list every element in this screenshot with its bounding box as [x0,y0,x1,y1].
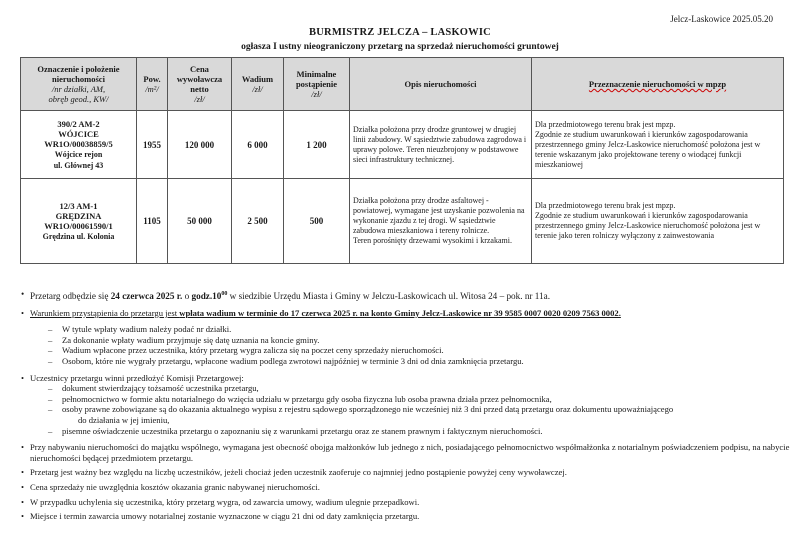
deposit-cell: 6 000 [232,111,284,179]
col-min-bid: Minimalne postąpienie /zł/ [284,58,350,111]
document-subtitle: ogłasza I ustny nieograniczony przetarg na sprzedaż nieruchomości gruntowej [241,42,559,52]
col-description: Opis nieruchomości [350,58,532,111]
area-cell: 1955 [137,111,168,179]
property-id-cell: 12/3 AM-1 GRĘDZINA WR1O/00061590/1 Grędzina ul. Kolonia [21,179,137,264]
description-cell: Działka położona przy drodze asfaltowej - powiatowej, wymagane jest uzyskanie pozwolenia na wykonanie zjazdu z tej drogi. W sąsiedztwie zabudowa mieszkaniowa i tereny rolnicze. Teren porośnięty drzewami wysokimi i krzakami. [350,179,532,264]
description-cell: Działka położona przy drodze gruntowej w drugiej linii zabudowy. W sąsiedztwie zabudowa zagrodowa i uprawy polowe. Teren nieuzbrojony w podstawowe sieci infrastruktury technicznej. [350,111,532,179]
list-item: – W tytule wpłaty wadium należy podać nr działki. [20,324,790,335]
evasion-note: • W przypadku uchylenia się uczestnika, który przetarg wygra, od zawarcia umowy, wadium ulegnie przepadkowi. [20,497,790,508]
document-title: BURMISTRZ JELCZA – LASKOWIC [309,27,491,38]
price-cell: 50 000 [168,179,232,264]
col-designation: Oznaczenie i położenie nieruchomości /nr działki, AM, obręb geod., KW/ [21,58,137,111]
list-item: – Wadium wpłacone przez uczestnika, który przetarg wygra zalicza się na poczet ceny sprzedaży nieruchomości. [20,345,790,356]
col-area: Pow. /m²/ [137,58,168,111]
table-row [21,111,784,179]
price-cell: 120 000 [168,111,232,179]
auction-date-note: • Przetarg odbędzie się 24 czerwca 2025 r. o $godz.10^{00}$ w siedzibie Urzędu Miasta i Gminy w Jelczu-Laskowicach ul. Witosa 24 – pok. nr 11a. [20,289,790,302]
document-date: Jelcz-Laskowice 2025.05.20 [670,14,773,24]
col-price: Cena wywoławcza netto /zł/ [168,58,232,111]
list-item: – pisemne oświadczenie uczestnika przetargu o zapoznaniu się z warunkami przetargu oraz ze stanem prawnym i faktycznym nieruchomości. [20,426,790,437]
col-deposit: Wadium /zł/ [232,58,284,111]
deposit-note: • Warunkiem przystąpienia do przetargu jest wpłata wadium w terminie do 17 czerwca 2025 r. na konto Gminy Jelcz-Laskowice nr 39 9585 0007 0020 0209 7563 0002. [20,308,790,319]
min-bid-cell: 500 [284,179,350,264]
area-cell: 1105 [137,179,168,264]
spouses-note: • Przy nabywaniu nieruchomości do majątku wspólnego, wymagana jest obecność obojga małżonków lub jednego z nich, posiadającego pełnomocnictwo współmałżonka z notarialnym poświadczeniem podpisu, na nabycie nieruchomości będącej przedmiotem przetargu. [20,442,790,463]
list-item: – Za dokonanie wpłaty wadium przyjmuje się datę uznania na koncie gminy. [20,335,790,346]
min-bid-cell: 1 200 [284,111,350,179]
purpose-cell: Dla przedmiotowego terenu brak jest mpzp. Zgodnie ze studium uwarunkowań i kierunków zagospodarowania przestrzennego gminy Jelcz-Laskowice nieruchomość położona jest w terenie jako teren rolniczy wyłączony z zainwestowania [532,179,784,264]
col-purpose: Przeznaczenie nieruchomości w mpzp [532,58,784,111]
contract-note: • Miejsce i termin zawarcia umowy notarialnej zostanie wyznaczone w ciągu 21 dni od daty zamknięcia przetargu. [20,511,790,522]
property-table [20,57,784,264]
list-item: – dokument stwierdzający tożsamość uczestnika przetargu, [20,383,790,394]
list-item: – Osobom, które nie wygrały przetargu, wpłacone wadium podlega zwrotowi najpóźniej w terminie 3 dni od dnia zamknięcia przetargu. [20,356,790,367]
table-row [21,179,784,264]
list-item: – pełnomocnictwo w formie aktu notarialnego do wzięcia udziału w przetargu gdy osoba fizyczna lub osoba prawna działa przez pełnomocnika, [20,394,790,405]
deposit-cell: 2 500 [232,179,284,264]
property-id-cell: 390/2 AM-2 WÓJCICE WR1O/00038859/5 Wójcice rejon ul. Głównej 43 [21,111,137,179]
boundaries-note: • Cena sprzedaży nie uwzględnia kosztów okazania granic nabywanej nieruchomości. [20,482,790,493]
participants-note: • Uczestnicy przetargu winni przedłożyć Komisji Przetargowej: [20,373,790,384]
table-header-row [21,58,784,111]
list-item-continuation: do działania w jej imieniu, [78,415,170,425]
list-item: – osoby prawne zobowiązane są do okazania aktualnego wypisu z rejestru sądowego sporządzonego nie wcześniej niż 3 dni przed datą przetargu oraz dokumentu upoważniającego [20,404,790,415]
purpose-cell: Dla przedmiotowego terenu brak jest mpzp. Zgodnie ze studium uwarunkowań i kierunków zagospodarowania przestrzennego gminy Jelcz-Laskowice nieruchomość położona jest w terenie wskazanym jako projektowane tereny o wiodącej funkcji mieszkaniowej [532,111,784,179]
auction-terms [20,289,790,522]
validity-note: • Przetarg jest ważny bez względu na liczbę uczestników, jeżeli chociaż jeden uczestnik zaoferuje co najmniej jedno postąpienie powyżej ceny wywoławczej. [20,467,790,478]
